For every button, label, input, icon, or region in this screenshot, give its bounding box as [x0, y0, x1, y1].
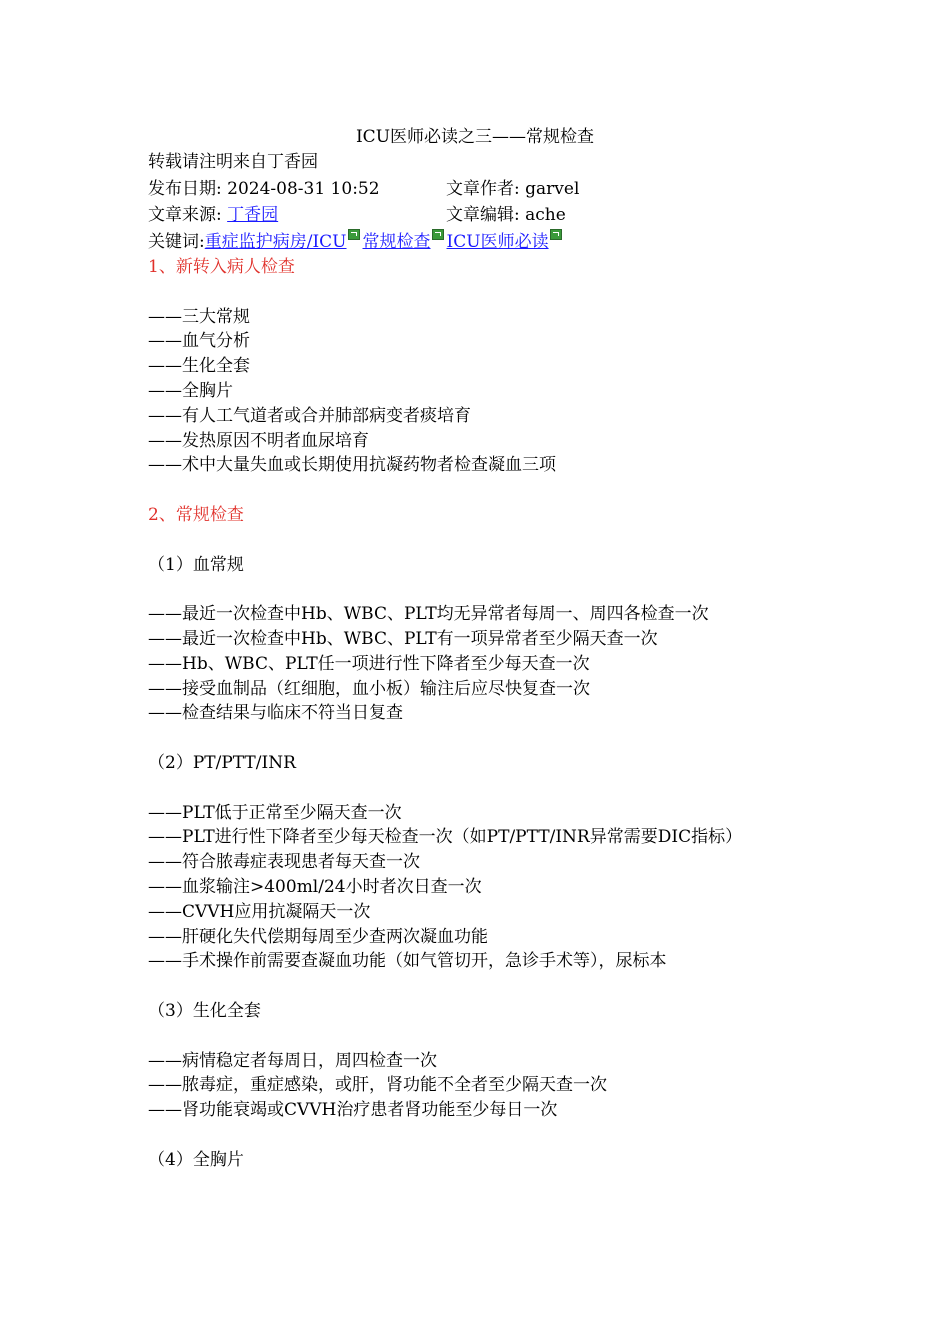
keyword-link-icu[interactable]: 重症监护病房/ICU: [204, 231, 347, 252]
section-heading: 1、新转入病人检查: [148, 257, 295, 277]
page-title: ICU医师必读之三——常规检查: [355, 127, 595, 147]
list-item: ——PLT进行性下降者至少每天检查一次（如PT/PTT/INR异常需要DIC指标）: [148, 827, 743, 848]
section-1-list: [148, 305, 848, 479]
list-item: ——肝硬化失代偿期每周至少查两次凝血功能: [148, 926, 488, 947]
author: 文章作者: garvel: [446, 178, 580, 199]
subsection-heading: （2）PT/PTT/INR: [148, 752, 296, 773]
keywords-row: [148, 229, 848, 256]
list-item: ——血浆输注>400ml/24小时者次日查一次: [148, 876, 482, 897]
keywords-label: 关键词:: [148, 231, 205, 252]
list-item: ——全胸片: [148, 380, 233, 401]
source-link[interactable]: 丁香园: [227, 205, 279, 225]
keyword-link-routine-exam[interactable]: 常规检查: [362, 231, 431, 252]
list-item: ——手术操作前需要查凝血功能（如气管切开，急诊手术等），尿标本: [148, 951, 667, 972]
article-body: [148, 149, 848, 1172]
subsection-2-list: [148, 801, 848, 975]
subsection-heading: （4）全胸片: [148, 1149, 244, 1170]
editor: 文章编辑: ache: [446, 205, 566, 225]
list-item: ——最近一次检查中Hb、WBC、PLT有一项异常者至少隔天查一次: [148, 628, 658, 649]
external-link-icon: [348, 229, 360, 240]
subsection-heading: （1）血常规: [148, 554, 244, 575]
list-item: ——病情稳定者每周日，周四检查一次: [148, 1050, 437, 1071]
list-item: ——CVVH应用抗凝隔天一次: [148, 901, 371, 922]
keyword-link-icu-must-read[interactable]: ICU医师必读: [446, 231, 549, 252]
list-item: ——生化全套: [148, 356, 250, 377]
list-item: ——肾功能衰竭或CVVH治疗患者肾功能至少每日一次: [148, 1100, 558, 1121]
list-item: ——脓毒症，重症感染，或肝，肾功能不全者至少隔天查一次: [148, 1075, 607, 1096]
list-item: ——三大常规: [148, 306, 250, 327]
section-heading: 2、常规检查: [148, 504, 244, 525]
list-item: ——最近一次检查中Hb、WBC、PLT均无异常者每周一、周四各检查一次: [148, 604, 709, 625]
repost-notice: 转载请注明来自丁香园: [148, 152, 318, 172]
list-item: ——有人工气道者或合并肺部病变者痰培育: [148, 405, 471, 426]
list-item: ——Hb、WBC、PLT任一项进行性下降者至少每天查一次: [148, 653, 590, 674]
meta-row-date-author: [148, 176, 848, 203]
source: 文章来源: 丁香园: [148, 205, 279, 225]
subsection-3-list: [148, 1049, 848, 1123]
subsection-1-list: [148, 602, 848, 726]
list-item: ——检查结果与临床不符当日复查: [148, 703, 403, 724]
external-link-icon: [432, 229, 444, 240]
list-item: ——术中大量失血或长期使用抗凝药物者检查凝血三项: [148, 455, 556, 476]
list-item: ——发热原因不明者血尿培育: [148, 430, 369, 451]
list-item: ——符合脓毒症表现患者每天查一次: [148, 852, 420, 873]
list-item: ——接受血制品（红细胞，血小板）输注后应尽快复查一次: [148, 678, 590, 699]
subsection-heading: （3）生化全套: [148, 1000, 261, 1021]
publish-date: 发布日期: 2024-08-31 10:52: [148, 178, 380, 199]
external-link-icon: [550, 229, 562, 240]
list-item: ——血气分析: [148, 331, 250, 352]
meta-row-source-editor: [148, 202, 848, 229]
list-item: ——PLT低于正常至少隔天查一次: [148, 802, 402, 823]
